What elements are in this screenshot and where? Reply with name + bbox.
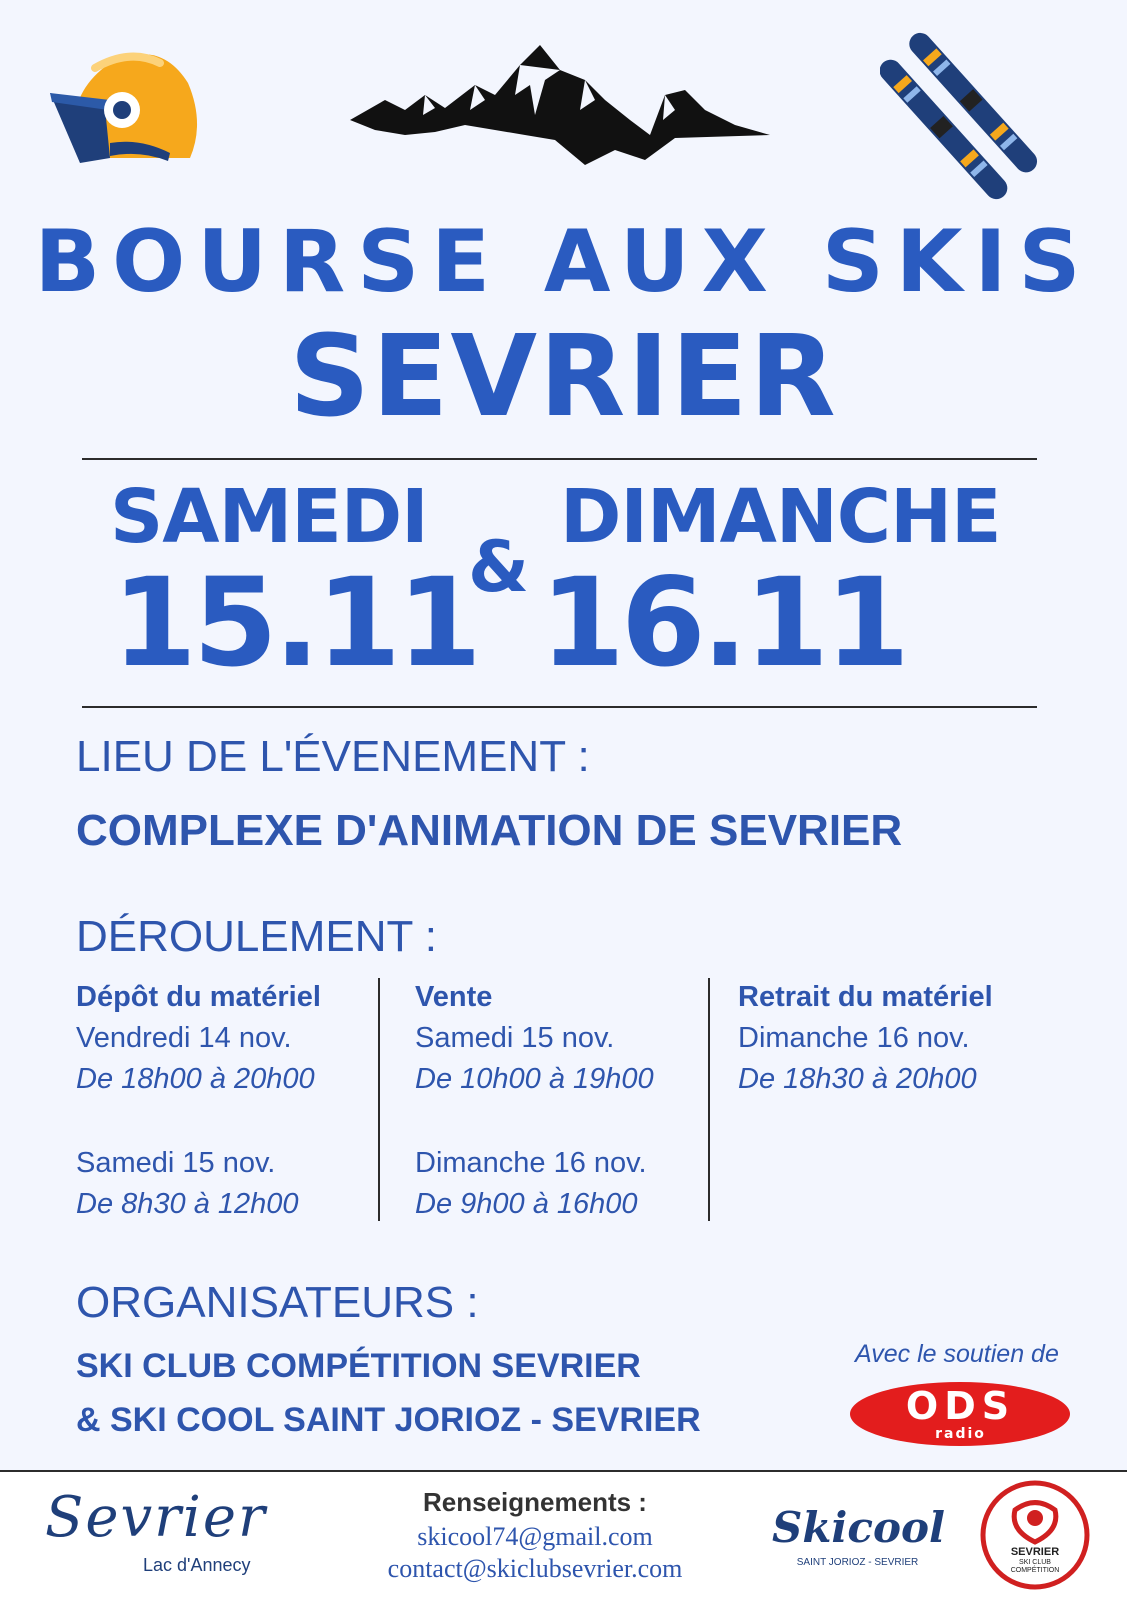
day-saturday: SAMEDI — [110, 474, 428, 560]
divider-top — [82, 458, 1037, 460]
email-skicool[interactable]: skicool74@gmail.com — [417, 1522, 653, 1551]
organisateur-2: & SKI COOL SAINT JORIOZ - SEVRIER — [76, 1401, 701, 1439]
date-saturday: 15.11 — [112, 552, 478, 694]
sevrier-lac-annecy-logo — [45, 1485, 285, 1585]
skis-icon — [880, 15, 1050, 205]
depot-slot-1-time: De 18h00 à 20h00 — [76, 1063, 315, 1095]
day-sunday: DIMANCHE — [560, 474, 1001, 560]
club-logo-line3: COMPÉTITION — [1010, 1567, 1060, 1574]
ods-logo-text: ODS — [905, 1384, 1016, 1428]
retrait-slot-1-time: De 18h30 à 20h00 — [738, 1063, 977, 1095]
column-divider-1 — [378, 978, 380, 1221]
info-title: Renseignements : — [423, 1487, 647, 1517]
mountains-illustration — [345, 40, 775, 170]
vente-slot-1-time: De 10h00 à 19h00 — [415, 1063, 654, 1095]
title-sevrier: SEVRIER — [289, 312, 838, 442]
sevrier-logo-subtext: Lac d'Annecy — [143, 1555, 251, 1575]
depot-slot-2-time: De 8h30 à 12h00 — [76, 1188, 299, 1220]
email-skiclub[interactable]: contact@skiclubsevrier.com — [387, 1554, 683, 1583]
helmet-icon — [40, 38, 200, 173]
vente-slot-1-day: Samedi 15 nov. — [415, 1022, 615, 1054]
deroulement-label: DÉROULEMENT : — [76, 912, 438, 961]
organisateurs-label: ORGANISATEURS : — [76, 1278, 479, 1327]
column-divider-2 — [708, 978, 710, 1221]
club-logo-line1: SEVRIER — [1010, 1546, 1060, 1558]
skicool-logo-text: Skicool — [772, 1503, 945, 1552]
title-bourse-aux-skis: BOURSE AUX SKIS — [34, 212, 1093, 312]
date-sunday: 16.11 — [540, 552, 906, 694]
depot-slot-2-day: Samedi 15 nov. — [76, 1147, 276, 1179]
divider-bottom — [82, 706, 1037, 708]
skicool-logo — [770, 1495, 945, 1575]
depot-slot-1-day: Vendredi 14 nov. — [76, 1022, 292, 1054]
organisateur-1: SKI CLUB COMPÉTITION SEVRIER — [76, 1347, 641, 1385]
ods-radio-logo — [848, 1380, 1073, 1448]
column-heading-retrait: Retrait du matériel — [738, 981, 993, 1013]
vente-slot-2-time: De 9h00 à 16h00 — [415, 1188, 638, 1220]
footer-divider — [0, 1470, 1127, 1472]
lieu-label: LIEU DE L'ÉVENEMENT : — [76, 732, 590, 781]
vente-slot-2-day: Dimanche 16 nov. — [415, 1147, 647, 1179]
column-heading-vente: Vente — [415, 981, 493, 1013]
lieu-value: COMPLEXE D'ANIMATION DE SEVRIER — [76, 806, 903, 855]
column-heading-depot: Dépôt du matériel — [76, 981, 321, 1013]
support-label: Avec le soutien de — [855, 1340, 1059, 1368]
skicool-logo-subtext: SAINT JORIOZ - SEVRIER — [796, 1557, 919, 1568]
retrait-slot-1-day: Dimanche 16 nov. — [738, 1022, 970, 1054]
ampersand: & — [468, 526, 530, 608]
sevrier-logo-text: Sevrier — [45, 1485, 267, 1550]
club-logo-line2: SKI CLUB — [1019, 1559, 1051, 1566]
ods-logo-subtext: radio — [935, 1426, 986, 1442]
ski-club-competition-logo — [980, 1480, 1090, 1590]
